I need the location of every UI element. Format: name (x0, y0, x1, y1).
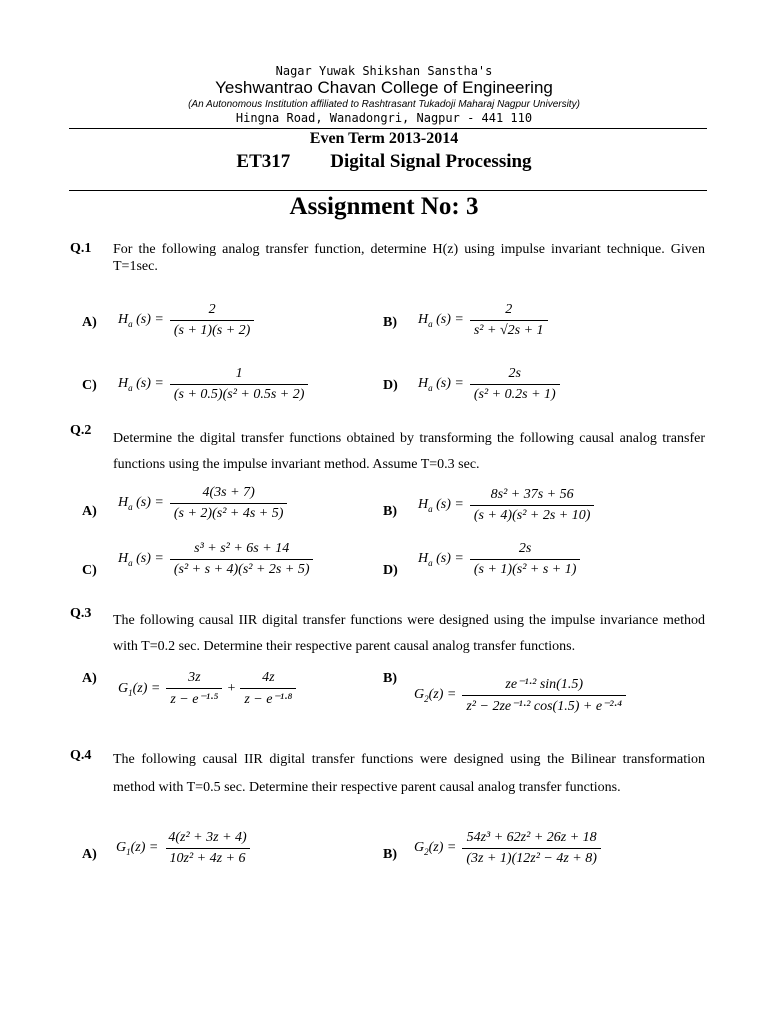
formula: $H_a$ (s) = $\frac{4(3s + 7)}{\text{(s + 2)(s² + 4s + 5)}}$ (118, 485, 289, 522)
header-rule-top (69, 128, 707, 129)
numerator: 8s² + 37s + 56 (490, 487, 574, 502)
question-number: Q.1 (70, 241, 92, 256)
header-rule-bottom (69, 190, 707, 191)
denominator: (s + 0.5)(s² + 0.5s + 2) (170, 384, 309, 403)
option-label: B) (383, 315, 397, 330)
formula: $G_2(z)$ = $\frac{\text{54z³ + 62z² + 26z + 18}}{\text{(3z + 1)(12z² − 4z + 8)}}$ (414, 830, 603, 867)
question-text: The following causal IIR digital transfer functions were designed using the impulse invariance method with T=0.2 sec. Determine their respective parent causal analog transfer functions. (113, 613, 705, 654)
course-line (0, 151, 768, 173)
question-number: Q.3 (70, 606, 92, 621)
denominator: (s + 2)(s² + 4s + 5) (170, 503, 288, 522)
society-name: Nagar Yuwak Shikshan Sanstha's (275, 64, 493, 78)
formula: $H_a$ (s) = $\frac{\text{8s² + 37s + 56}}{\text{(s + 4)(s² + 2s + 10)}}$ (418, 487, 596, 524)
numerator: 2 (505, 302, 513, 317)
numerator: 3z (188, 670, 201, 685)
formula: $H_a$ (s) = $\frac{2}{\text{s² + √2s + 1}}$ (418, 302, 550, 339)
formula: $G_2(z)$ = $\frac{\text{ze⁻¹·² sin(1.5)}}{\text{z² − 2ze⁻¹·² cos(1.5) + e⁻²·⁴}}$ (414, 676, 628, 715)
option-label: D) (383, 563, 398, 578)
formula: $G_1(z)$ = $\frac{3z}{\text{z − e⁻¹·⁵}}$ + $\frac{4z}{\text{z − e⁻¹·⁸}}$ (118, 670, 298, 708)
numerator: 54z³ + 62z² + 26z + 18 (466, 830, 597, 845)
denominator: (s² + 0.2s + 1) (470, 384, 560, 403)
denominator: (3z + 1)(12z² − 4z + 8) (462, 848, 601, 867)
denominator: (s + 4)(s² + 2s + 10) (470, 505, 595, 524)
numerator: s³ + s² + 6s + 14 (194, 541, 290, 556)
option-label: A) (82, 504, 97, 519)
numerator: 2s (518, 541, 532, 556)
option-label: A) (82, 671, 97, 686)
question-text: For the following analog transfer function, determine H(z) using impulse invariant technique. Given T=1sec. (113, 242, 705, 274)
numerator: ze⁻¹·² sin(1.5) (505, 677, 583, 692)
denominator: s² + √2s + 1 (470, 320, 548, 339)
course-name: Digital Signal Processing (330, 151, 532, 172)
denominator: (s² + s + 4)(s² + 2s + 5) (170, 559, 314, 578)
denominator: z² − 2ze⁻¹·² cos(1.5) + e⁻²·⁴ (462, 695, 626, 715)
formula: $H_a$ (s) = $\frac{2s}{\text{(s² + 0.2s + 1)}}$ (418, 366, 562, 403)
denominator: z − e⁻¹·⁵ (166, 688, 222, 708)
term: Even Term 2013-2014 (309, 130, 459, 147)
formula: $G_1(z)$ = $\frac{\text{4(z² + 3z + 4)}}{\text{10z² + 4z + 6}}$ (116, 830, 253, 867)
option-label: A) (82, 315, 97, 330)
question-number: Q.2 (70, 423, 92, 438)
denominator: 10z² + 4z + 6 (166, 848, 250, 867)
formula: $H_a$ (s) = $\frac{\text{s³ + s² + 6s + 14}}{\text{(s² + s + 4)(s² + 2s + 5)}}$ (118, 541, 315, 578)
numerator: 1 (235, 366, 243, 381)
formula: $H_a$ (s) = $\frac{2}{(s + 1)(s + 2)}$ (118, 302, 256, 339)
question-text: Determine the digital transfer functions obtained by transforming the following causal analog transfer functions using the impulse invariant method. Assume T=0.3 sec. (113, 431, 705, 472)
option-label: D) (383, 378, 398, 393)
numerator: 4z (262, 670, 275, 685)
denominator: (s + 1)(s² + s + 1) (470, 559, 581, 578)
option-label: B) (383, 671, 397, 686)
address: Hingna Road, Wanadongri, Nagpur - 441 110 (235, 111, 533, 125)
option-label: B) (383, 504, 397, 519)
option-label: A) (82, 847, 97, 862)
option-label: C) (82, 378, 97, 393)
option-label: B) (383, 847, 397, 862)
numerator: 4(3s + 7) (202, 485, 255, 500)
assignment-title: Assignment No: 3 (289, 193, 479, 220)
question-text: The following causal IIR digital transfer functions were designed using the Bilinear transformation method with T=0.5 sec. Determine their respective parent causal analog transfer functions. (113, 752, 705, 795)
college-name: Yeshwantrao Chavan College of Engineering (215, 78, 553, 97)
numerator: 4(z² + 3z + 4) (168, 830, 247, 845)
option-label: C) (82, 563, 97, 578)
denominator: z − e⁻¹·⁸ (240, 688, 296, 708)
affiliation: (An Autonomous Institution affiliated to Rashtrasant Tukadoji Maharaj Nagpur University) (188, 99, 580, 110)
numerator: 2s (508, 366, 521, 381)
numerator: 2 (208, 302, 216, 317)
question-number: Q.4 (70, 748, 92, 763)
denominator: (s + 1)(s + 2) (170, 320, 254, 339)
formula: $H_a$ (s) = $\frac{2s}{\text{(s + 1)(s² + s + 1)}}$ (418, 541, 582, 578)
course-code: ET317 (236, 151, 291, 172)
formula: $H_a$ (s) = $\frac{1}{\text{(s + 0.5)(s² + 0.5s + 2)}}$ (118, 366, 310, 403)
